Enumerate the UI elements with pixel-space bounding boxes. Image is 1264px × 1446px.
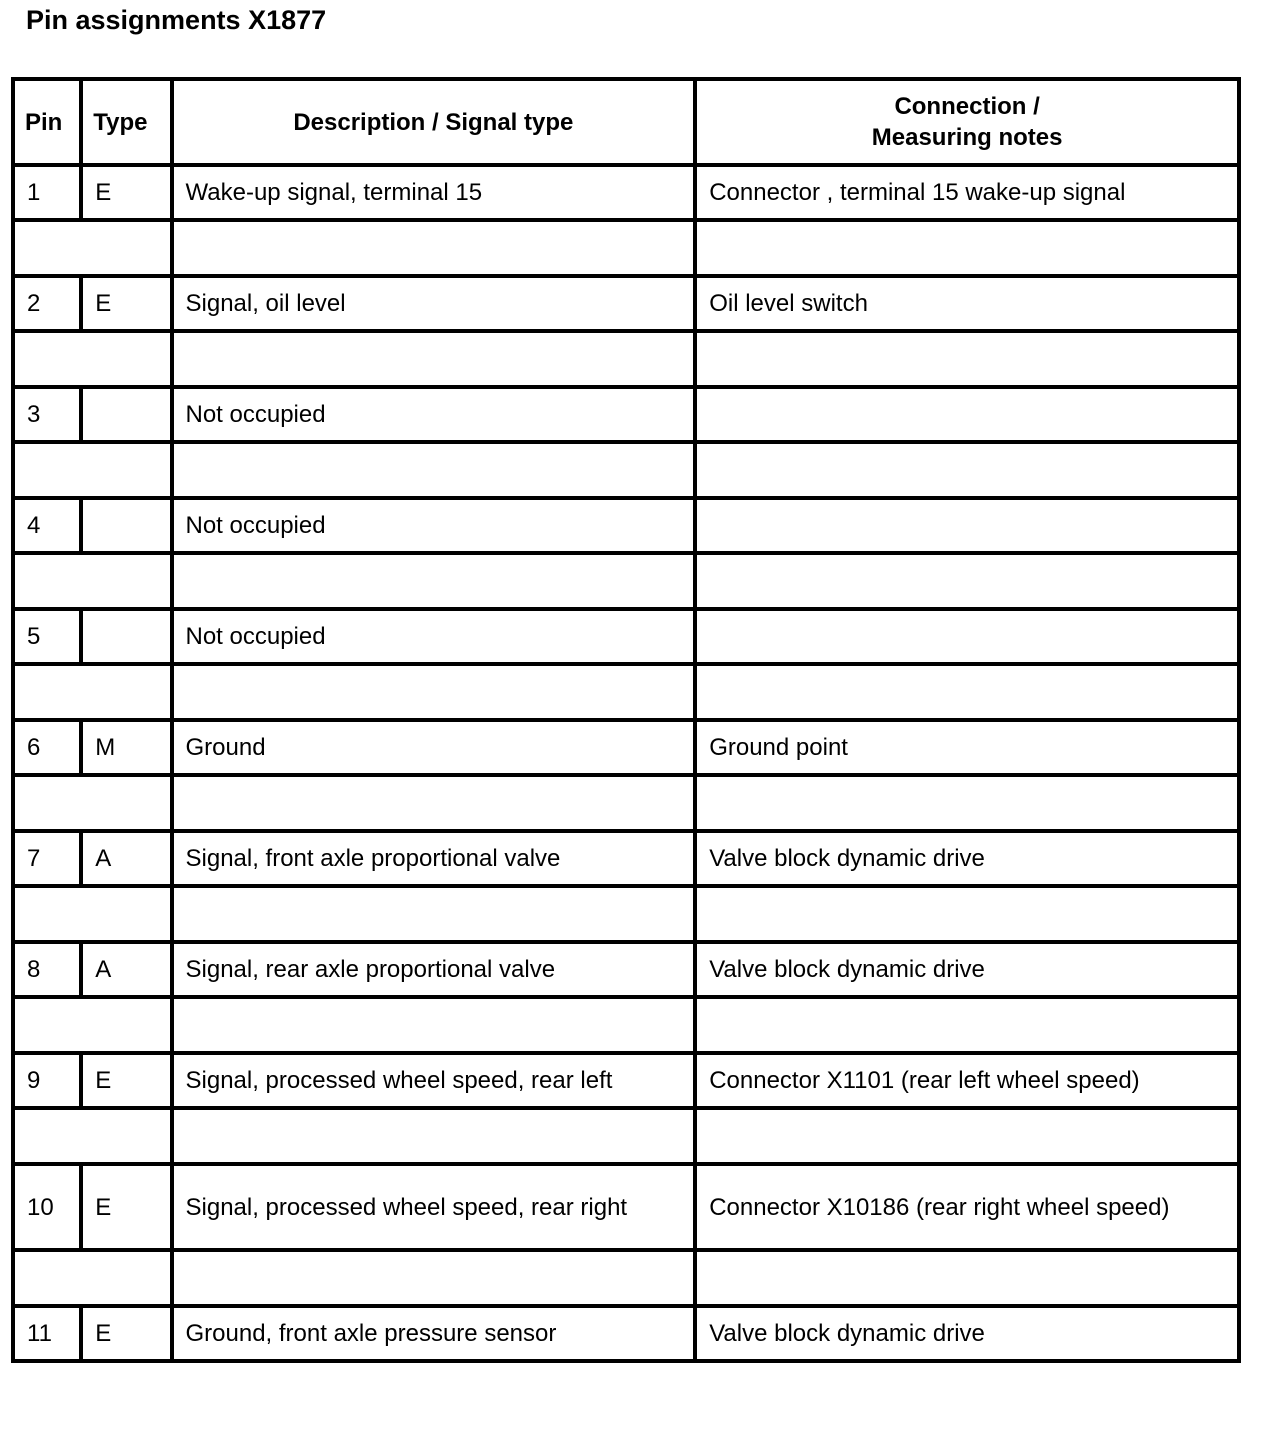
header-connection-line2: Measuring notes	[871, 124, 1063, 151]
table-row	[13, 498, 1239, 553]
description-cell: Not occupied	[172, 609, 696, 664]
table-row	[13, 1164, 1239, 1250]
type-cell: M	[81, 720, 171, 775]
description-cell: Signal, front axle proportional valve	[172, 831, 696, 886]
type-cell	[81, 609, 171, 664]
spacer-cell	[172, 664, 696, 720]
spacer-cell	[13, 664, 172, 720]
spacer-cell	[172, 997, 696, 1053]
pin-cell: 8	[13, 942, 81, 997]
spacer-cell	[13, 220, 172, 276]
spacer-cell	[695, 775, 1239, 831]
table-row	[13, 720, 1239, 775]
spacer-cell	[695, 442, 1239, 498]
connection-cell	[695, 387, 1239, 442]
spacer-row	[13, 664, 1239, 720]
type-cell: E	[81, 1164, 171, 1250]
spacer-cell	[172, 1108, 696, 1164]
pin-cell: 7	[13, 831, 81, 886]
type-cell	[81, 387, 171, 442]
header-connection	[695, 79, 1239, 165]
pin-cell: 10	[13, 1164, 81, 1250]
spacer-cell	[172, 220, 696, 276]
connection-cell: Connector X1101 (rear left wheel speed)	[695, 1053, 1239, 1108]
table-row	[13, 276, 1239, 331]
spacer-cell	[172, 331, 696, 387]
spacer-cell	[695, 664, 1239, 720]
spacer-cell	[695, 886, 1239, 942]
spacer-row	[13, 553, 1239, 609]
header-type: Type	[81, 79, 171, 165]
spacer-row	[13, 775, 1239, 831]
table-row	[13, 1306, 1239, 1361]
description-cell: Wake-up signal, terminal 15	[172, 165, 696, 220]
table-row	[13, 831, 1239, 886]
spacer-cell	[13, 997, 172, 1053]
spacer-cell	[13, 1250, 172, 1306]
description-cell: Ground, front axle pressure sensor	[172, 1306, 696, 1361]
pin-cell: 9	[13, 1053, 81, 1108]
table-row	[13, 387, 1239, 442]
header-description: Description / Signal type	[172, 79, 696, 165]
spacer-cell	[13, 553, 172, 609]
spacer-cell	[172, 775, 696, 831]
description-cell: Not occupied	[172, 387, 696, 442]
spacer-cell	[695, 997, 1239, 1053]
description-cell: Signal, processed wheel speed, rear right	[172, 1164, 696, 1250]
spacer-row	[13, 220, 1239, 276]
spacer-cell	[172, 1250, 696, 1306]
spacer-row	[13, 331, 1239, 387]
table-body	[13, 165, 1239, 1361]
description-cell: Signal, oil level	[172, 276, 696, 331]
table-header-row	[13, 79, 1239, 165]
spacer-cell	[172, 442, 696, 498]
spacer-cell	[13, 886, 172, 942]
type-cell: A	[81, 831, 171, 886]
page-title: Pin assignments X1877	[26, 5, 327, 35]
spacer-cell	[695, 1250, 1239, 1306]
type-cell	[81, 498, 171, 553]
spacer-cell	[13, 775, 172, 831]
spacer-cell	[695, 331, 1239, 387]
spacer-row	[13, 886, 1239, 942]
pin-cell: 5	[13, 609, 81, 664]
spacer-cell	[695, 1108, 1239, 1164]
type-cell: E	[81, 276, 171, 331]
pin-assignment-table	[11, 77, 1241, 1363]
description-cell: Signal, rear axle proportional valve	[172, 942, 696, 997]
spacer-row	[13, 1108, 1239, 1164]
spacer-cell	[172, 886, 696, 942]
spacer-cell	[695, 553, 1239, 609]
pin-cell: 1	[13, 165, 81, 220]
description-cell: Signal, processed wheel speed, rear left	[172, 1053, 696, 1108]
pin-cell: 6	[13, 720, 81, 775]
pin-cell: 4	[13, 498, 81, 553]
description-cell: Not occupied	[172, 498, 696, 553]
connection-cell: Ground point	[695, 720, 1239, 775]
table-row	[13, 942, 1239, 997]
connection-cell: Connector X10186 (rear right wheel speed)	[695, 1164, 1239, 1250]
connection-cell	[695, 498, 1239, 553]
type-cell: E	[81, 1306, 171, 1361]
spacer-cell	[13, 331, 172, 387]
type-cell: A	[81, 942, 171, 997]
spacer-row	[13, 1250, 1239, 1306]
header-pin: Pin	[13, 79, 81, 165]
type-cell: E	[81, 1053, 171, 1108]
table-row	[13, 1053, 1239, 1108]
table-row	[13, 609, 1239, 664]
pin-cell: 2	[13, 276, 81, 331]
type-cell: E	[81, 165, 171, 220]
connection-cell: Oil level switch	[695, 276, 1239, 331]
pin-cell: 3	[13, 387, 81, 442]
connection-cell: Valve block dynamic drive	[695, 831, 1239, 886]
connection-cell: Valve block dynamic drive	[695, 1306, 1239, 1361]
connection-cell: Valve block dynamic drive	[695, 942, 1239, 997]
spacer-row	[13, 442, 1239, 498]
connection-cell: Connector , terminal 15 wake-up signal	[695, 165, 1239, 220]
spacer-cell	[695, 220, 1239, 276]
spacer-cell	[13, 1108, 172, 1164]
description-cell: Ground	[172, 720, 696, 775]
header-connection-line1: Connection /	[894, 93, 1040, 120]
spacer-row	[13, 997, 1239, 1053]
spacer-cell	[13, 442, 172, 498]
pin-cell: 11	[13, 1306, 81, 1361]
table-row	[13, 165, 1239, 220]
connection-cell	[695, 609, 1239, 664]
spacer-cell	[172, 553, 696, 609]
